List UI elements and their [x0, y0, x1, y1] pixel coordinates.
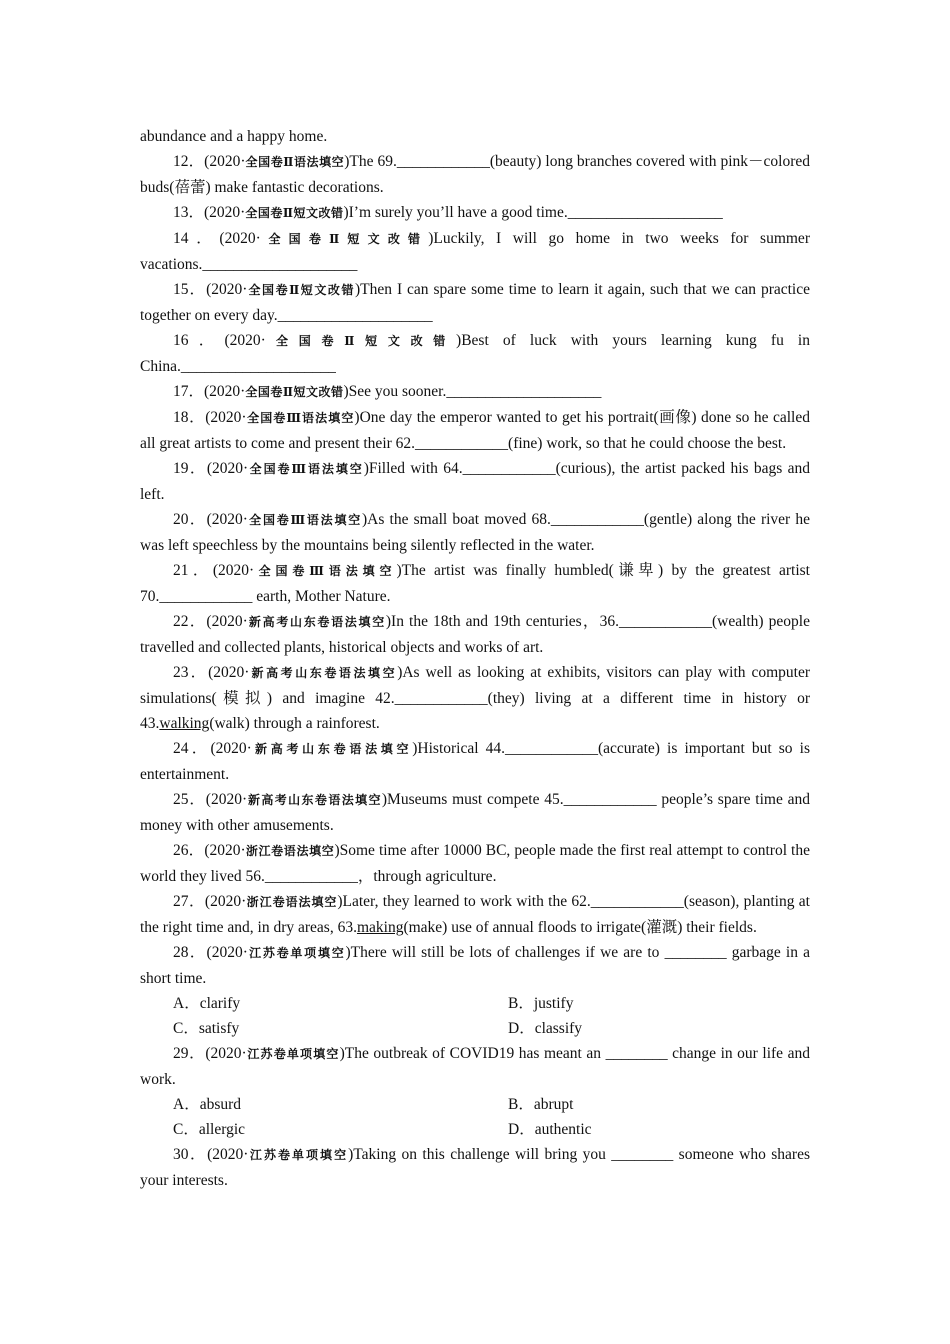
question-30: 30．(2020·江苏卷单项填空)Taking on this challenge will bring you ________ someone who shares your interests.: [140, 1146, 810, 1189]
question-source: 全国卷Ⅱ短文改错: [245, 206, 344, 220]
question-14: 14．(2020·全国卷Ⅱ短文改错)Luckily, I will go home in two weeks for summer vacations.____________________: [140, 230, 810, 273]
option-d: D．classify: [508, 1020, 583, 1037]
question-source: 全国卷Ⅱ短文改错: [247, 283, 356, 297]
document-page: [140, 124, 810, 1193]
question-17: 17．(2020·全国卷Ⅱ短文改错)See you sooner.____________________: [173, 383, 602, 400]
question-20: 20．(2020·全国卷Ⅲ语法填空)As the small boat moved 68.____________(gentle) along the river he was left speechless by the mountains being silently reflected in the water.: [140, 511, 810, 554]
question-source: 新高考山东卷语法填空: [251, 742, 413, 756]
question-25: 25．(2020·新高考山东卷语法填空)Museums must compete 45.____________ people’s spare time and money with other amusements.: [140, 791, 810, 834]
question-26: 26．(2020·浙江卷语法填空)Some time after 10000 BC, people made the first real attempt to control the world they lived 56.____________，through agriculture.: [140, 842, 810, 885]
question-29: 29．(2020·江苏卷单项填空)The outbreak of COVID19 has meant an ________ change in our life and work.: [140, 1045, 810, 1088]
question-source: 全国卷Ⅲ语法填空: [246, 411, 355, 425]
q11-tail: abundance and a happy home.: [140, 128, 328, 145]
question-source: 全国卷Ⅱ短文改错: [260, 232, 429, 246]
question-22: 22．(2020·新高考山东卷语法填空)In the 18th and 19th centuries，36.____________(wealth) people travelled and collected plants, historical objects and works of art.: [140, 613, 810, 656]
question-13: 13．(2020·全国卷Ⅱ短文改错)I’m surely you’ll have a good time.____________________: [173, 204, 723, 221]
options-row: [140, 991, 810, 1016]
question-source: 浙江卷语法填空: [246, 895, 338, 909]
option-b: B．justify: [508, 995, 574, 1012]
question-18: 18．(2020·全国卷Ⅲ语法填空)One day the emperor wanted to get his portrait(画像) done so he called all great artists to come and present their 62.____________(fine) work, so that he could choose the best.: [140, 409, 810, 452]
question-19: 19．(2020·全国卷Ⅲ语法填空)Filled with 64.____________(curious), the artist packed his bags and left.: [140, 460, 810, 503]
question-source: 全国卷Ⅱ语法填空: [245, 155, 345, 169]
question-28: 28．(2020·江苏卷单项填空)There will still be lots of challenges if we are to ________ garbage in a short time.: [140, 944, 810, 987]
options-row: [140, 1092, 810, 1117]
options-row: [140, 1016, 810, 1041]
option-c: C．satisfy: [173, 1020, 240, 1037]
filled-answer: walking: [159, 715, 210, 732]
option-c: C．allergic: [173, 1121, 246, 1138]
filled-answer: making: [356, 919, 404, 936]
option-b: B．abrupt: [508, 1096, 574, 1113]
option-d: D．authentic: [508, 1121, 592, 1138]
question-source: 全国卷Ⅱ短文改错: [265, 334, 457, 348]
question-15: 15．(2020·全国卷Ⅱ短文改错)Then I can spare some time to learn it again, such that we can practice together on every day.____________________: [140, 281, 810, 324]
question-source: 全国卷Ⅲ语法填空: [254, 564, 397, 578]
question-27: 27．(2020·浙江卷语法填空)Later, they learned to work with the 62.____________(season), planting at the right time and, in dry areas, 63.making(make) use of annual floods to irrigate(灌溉) their fields.: [140, 893, 810, 936]
question-12: 12．(2020·全国卷Ⅱ语法填空)The 69.____________(beauty) long branches covered with pink－colored buds(蓓蕾) make fantastic decorations.: [140, 153, 810, 196]
options-row: [140, 1117, 810, 1142]
question-16: 16．(2020·全国卷Ⅱ短文改错)Best of luck with yours learning kung fu in China.____________________: [140, 332, 810, 375]
question-source: 全国卷Ⅲ语法填空: [247, 513, 363, 527]
question-24: 24．(2020·新高考山东卷语法填空)Historical 44.____________(accurate) is important but so is entertainment.: [140, 740, 810, 783]
question-source: 江苏卷单项填空: [247, 946, 346, 960]
question-23: 23．(2020·新高考山东卷语法填空)As well as looking at exhibits, visitors can play with computer simulations(模拟) and imagine 42.____________(they) living at a different time in history or 43.walking(walk) through a rainforest.: [140, 664, 810, 732]
question-source: 浙江卷语法填空: [245, 844, 335, 858]
question-source: 江苏卷单项填空: [248, 1148, 349, 1162]
option-a: A．absurd: [173, 1096, 242, 1113]
question-source: 全国卷Ⅲ语法填空: [248, 462, 364, 476]
question-source: 新高考山东卷语法填空: [247, 615, 386, 629]
question-source: 新高考山东卷语法填空: [249, 666, 398, 680]
question-source: 全国卷Ⅱ短文改错: [245, 385, 344, 399]
question-source: 新高考山东卷语法填空: [247, 793, 382, 807]
question-source: 江苏卷单项填空: [246, 1047, 340, 1061]
option-a: A．clarify: [173, 995, 241, 1012]
question-21: 21．(2020·全国卷Ⅲ语法填空)The artist was finally humbled(谦卑) by the greatest artist 70.____________ earth, Mother Nature.: [140, 562, 810, 605]
